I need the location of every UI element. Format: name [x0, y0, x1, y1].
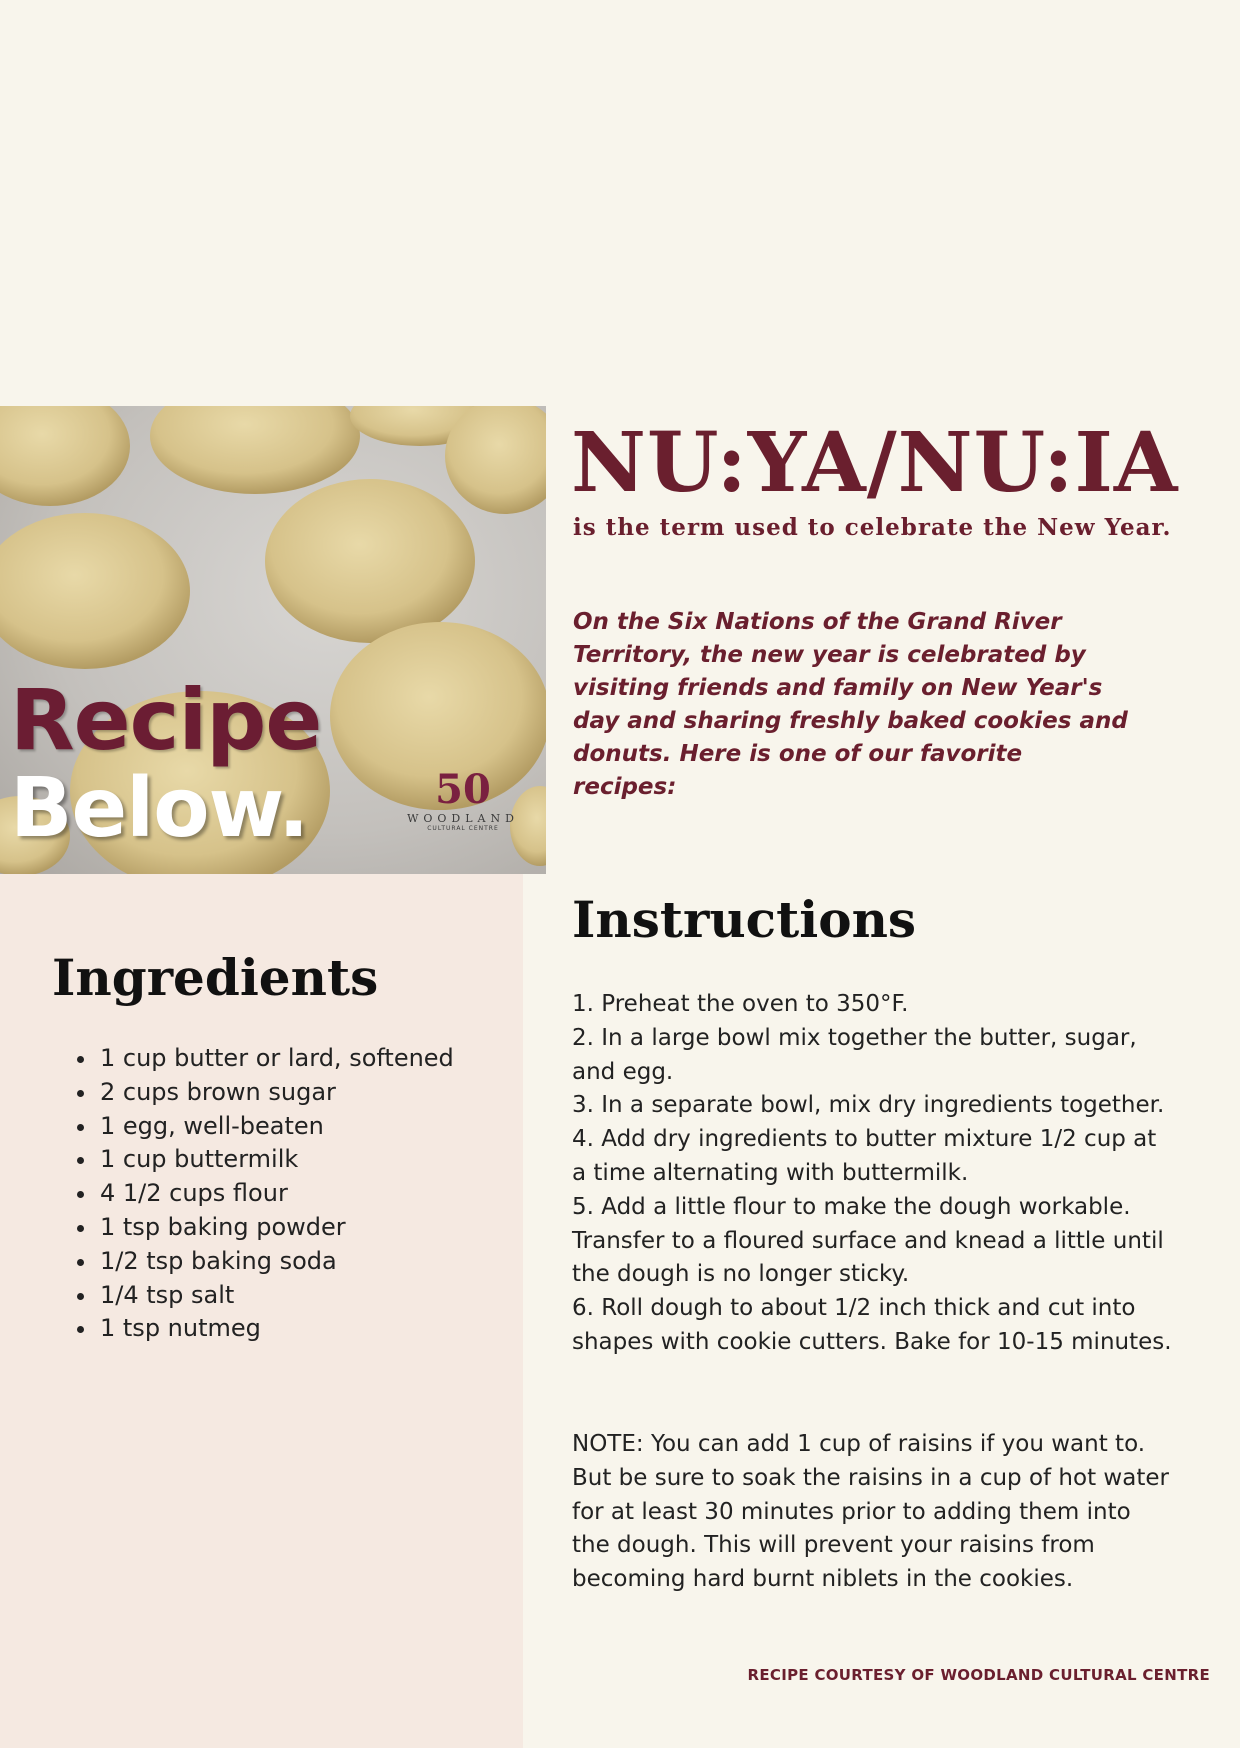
ingredient-item: • 1/2 tsp baking soda	[98, 1245, 454, 1279]
instruction-step: 2. In a large bowl mix together the butter, sugar, and egg.	[572, 1024, 1137, 1085]
intro-paragraph: On the Six Nations of the Grand River Territory, the new year is celebrated by visiting friends and family on New Year's day and sharing freshly baked cookies and donuts. Here is one of our favorite recipes:	[573, 609, 1128, 800]
instructions-steps	[572, 988, 1172, 1360]
instruction-step: 4. Add dry ingredients to butter mixture 1/2 cup at a time alternating with buttermilk.	[572, 1126, 1157, 1186]
recipe-credit: RECIPE COURTESY OF WOODLAND CULTURAL CENTRE	[747, 1666, 1210, 1684]
instructions-heading: Instructions	[572, 890, 917, 949]
ingredient-item: • 1 egg, well-beaten	[98, 1110, 454, 1144]
instruction-step: 3. In a separate bowl, mix dry ingredients together.	[572, 1092, 1165, 1119]
below-overlay-text: Below.	[10, 761, 309, 856]
ingredient-item: • 1 tsp nutmeg	[98, 1312, 454, 1346]
instruction-step: 5. Add a little flour to make the dough workable. Transfer to a floured surface and knead a little until the dough is no longer sticky.	[572, 1193, 1164, 1288]
page-subtitle: is the term used to celebrate the New Year.	[573, 514, 1172, 541]
woodland-logo	[398, 768, 528, 832]
ingredient-item: • 1/4 tsp salt	[98, 1279, 454, 1313]
ingredient-item: • 1 tsp baking powder	[98, 1211, 454, 1245]
recipe-note: NOTE: You can add 1 cup of raisins if you want to. But be sure to soak the raisins in a cup of hot water for at least 30 minutes prior to adding them into the dough. This will prevent your raisins from becoming hard burnt niblets in the cookies.	[572, 1431, 1169, 1593]
recipe-overlay-text: Recipe	[10, 671, 322, 769]
ingredient-item: • 4 1/2 cups flour	[98, 1177, 454, 1211]
ingredient-item: • 2 cups brown sugar	[98, 1076, 454, 1110]
ingredient-item: • 1 cup buttermilk	[98, 1143, 454, 1177]
cookies-photo	[0, 406, 546, 874]
ingredients-heading: Ingredients	[52, 948, 379, 1007]
page-title: NU:YA/NU:IA	[571, 415, 1179, 511]
logo-org-sub: CULTURAL CENTRE	[427, 825, 499, 832]
ingredients-list	[60, 1042, 454, 1346]
ingredient-item: • 1 cup butter or lard, softened	[98, 1042, 454, 1076]
instruction-step: 6. Roll dough to about 1/2 inch thick and cut into shapes with cookie cutters. Bake for 10-15 minutes.	[572, 1295, 1172, 1355]
logo-org-name: WOODLAND	[407, 812, 519, 825]
instruction-step: 1. Preheat the oven to 350°F.	[572, 991, 909, 1017]
logo-badge: 50	[435, 766, 491, 813]
